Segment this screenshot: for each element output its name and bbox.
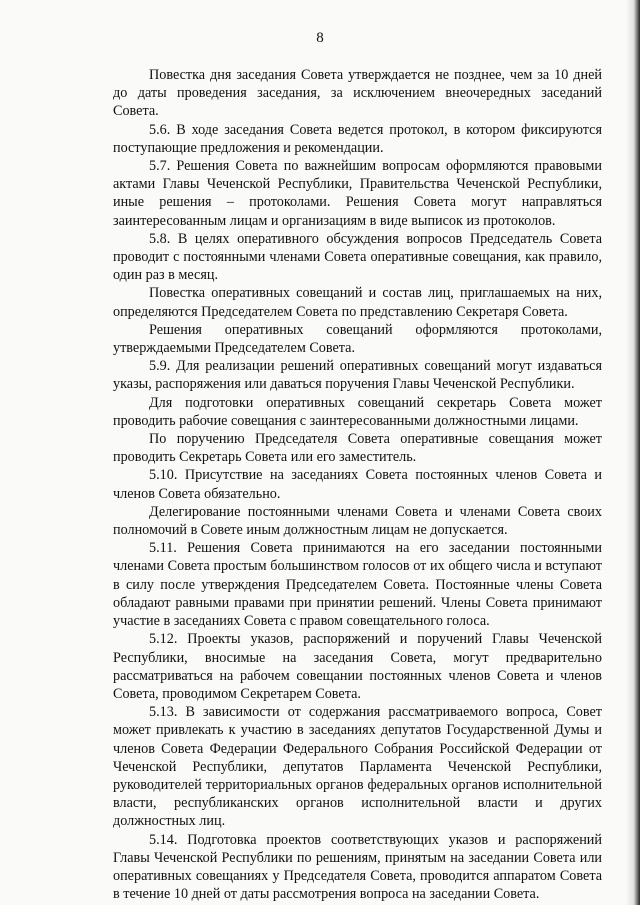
paragraph-operative-agenda: Повестка оперативных совещаний и состав лиц, приглашаемых на них, определяются Председателем Совета по представлению Секретаря Совета. bbox=[113, 285, 602, 320]
paragraph-5-9: 5.9. Для реализации решений оперативных совещаний могут издаваться указы, распоряжения или даваться поручения Главы Чеченской Республики. bbox=[113, 358, 602, 393]
paragraph-5-6: 5.6. В ходе заседания Совета ведется протокол, в котором фиксируются поступающие предложения и рекомендации. bbox=[113, 121, 602, 156]
page-number: 8 bbox=[316, 30, 324, 46]
paragraph-delegation: Делегирование постоянными членами Совета и членами Совета своих полномочий в Совете иным должностным лицам не допускается. bbox=[113, 503, 602, 539]
paragraph-operative-decisions: Решения оперативных совещаний оформляются протоколами, утверждаемыми Председателем Совета. bbox=[113, 321, 602, 357]
paragraph-5-14: 5.14. Подготовка проектов соответствующих указов и распоряжений Главы Чеченской Республики по решениям, принятым на заседании Совета или оперативных совещаниях у Председателя Совета, проводится аппаратом Совета в течение 10 дней от даты рассмотрения вопроса на заседании Совета. bbox=[113, 831, 602, 903]
paragraph-5-10: 5.10. Присутствие на заседаниях Совета постоянных членов Совета и членов Совета обязательно. bbox=[113, 467, 602, 502]
paragraph-secretary-meetings: По поручению Председателя Совета оперативные совещания может проводить Секретарь Совета или его заместитель. bbox=[113, 431, 602, 466]
paragraph-working-meetings: Для подготовки оперативных совещаний секретарь Совета может проводить рабочие совещания с заинтересованными должностными лицами. bbox=[113, 394, 602, 429]
paragraph-5-7: 5.7. Решения Совета по важнейшим вопросам оформляются правовыми актами Главы Чеченской Республики, Правительства Чеченской Республики, иные решения – протоколами. Решения Совета могут направляться заинтересованным лицам и организациям в виде выписок из протоколов. bbox=[113, 158, 602, 229]
paragraph-5-12: 5.12. Проекты указов, распоряжений и поручений Главы Чеченской Республики, вносимые на заседания Совета, могут предварительно рассматриваться на рабочем совещании постоянных членов Совета и членов Совета, проводимом Секретарем Совета. bbox=[113, 631, 602, 702]
document-body bbox=[113, 66, 602, 903]
paragraph-5-11: 5.11. Решения Совета принимаются на его заседании постоянными членами Совета простым большинством голосов от их общего числа и вступают в силу после утверждения Председателем Совета. Постоянные члены Совета обладают равными правами при принятии решений. Члены Совета принимают участие в заседаниях Совета с правом совещательного голоса. bbox=[113, 540, 602, 630]
scan-edge-shadow bbox=[626, 0, 640, 905]
paragraph-agenda: Повестка дня заседания Совета утверждается не позднее, чем за 10 дней до даты проведения заседания, за исключением внеочередных заседаний Совета. bbox=[113, 67, 602, 120]
paragraph-5-13: 5.13. В зависимости от содержания рассматриваемого вопроса, Совет может привлекать к участию в заседаниях депутатов Государственной Думы и членов Совета Федерации Федерального Собрания Российской Федерации от Чеченской Республики, депутатов Парламента Чеченской Республики, руководителей территориальных органов федеральных органов исполнительной власти, республиканских органов исполнительной власти и других должностных лиц. bbox=[113, 704, 602, 830]
paragraph-5-8: 5.8. В целях оперативного обсуждения вопросов Председатель Совета проводит с постоянными членами Совета оперативные совещания, как правило, один раз в месяц. bbox=[113, 230, 602, 284]
